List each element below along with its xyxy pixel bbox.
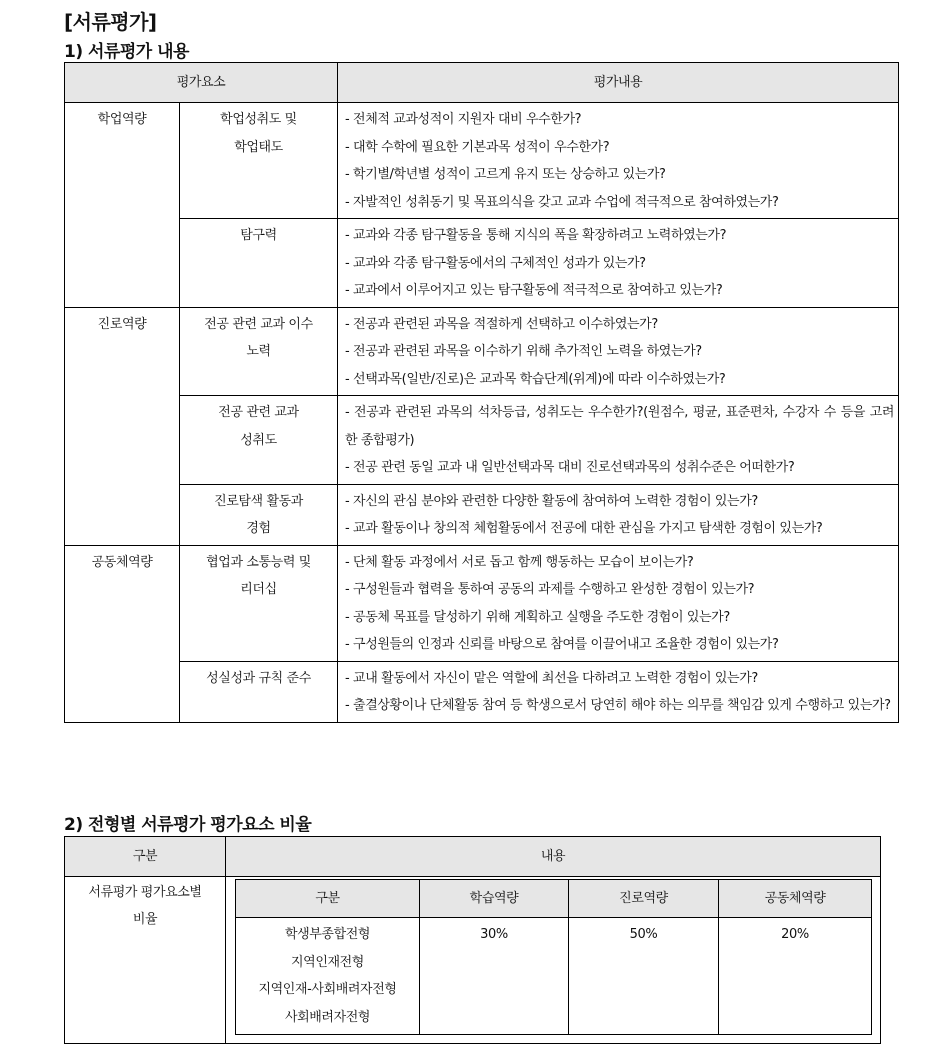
content-cell [338,484,899,545]
element-line: 성실성과 규칙 준수 [206,670,311,686]
element-line: 협업과 소통능력 및 [206,554,311,570]
element-line: 리더십 [240,582,277,597]
inner-header-career: 진로역량 [569,880,719,918]
element-line: 전공 관련 교과 이수 [204,316,313,332]
element-line: 노력 [246,344,271,359]
header-element: 평가요소 [65,63,338,103]
row-label [65,877,226,1044]
element-line: 탐구력 [240,228,277,243]
community-ratio: 20% [719,918,872,1035]
admission-types [236,918,420,1035]
criterion-item: - 학기별/학년별 성적이 고르게 유지 또는 상승하고 있는가? [345,167,666,182]
element-cell [180,484,338,545]
ratio-table [64,836,881,1044]
section2-heading: 2) 전형별 서류평가 평가요소 비율 [64,815,312,835]
table-row [65,661,899,722]
criterion-item: - 전공과 관련된 과목을 적절하게 선택하고 이수하였는가? [345,316,658,332]
criterion-item: - 단체 활동 과정에서 서로 돕고 함께 행동하는 모습이 보이는가? [345,554,694,570]
admission-type: 학생부종합전형 [284,927,371,942]
row-label-line: 서류평가 평가요소별 [88,885,202,900]
element-line: 성취도 [240,432,277,448]
criterion-item: - 전체적 교과성적이 지원자 대비 우수한가? [345,112,582,127]
content-cell [338,219,899,308]
element-cell [180,396,338,485]
category-cell: 공동체역량 [65,545,180,722]
criterion-item: - 출결상황이나 단체활동 참여 등 학생으로서 당연히 해야 하는 의무를 책임감 있게 수행하고 있는가? [345,698,891,713]
criterion-item: - 자발적인 성취동기 및 목표의식을 갖고 교과 수업에 적극적으로 참여하였는가? [345,194,779,210]
content-cell [338,661,899,722]
table-row [65,396,899,485]
element-line: 학업태도 [234,139,283,155]
content-cell [338,396,899,485]
ratio-cell [226,877,881,1044]
criterion-item: - 전공과 관련된 과목을 이수하기 위해 추가적인 노력을 하였는가? [345,344,702,359]
inner-header-academic: 학습역량 [420,880,569,918]
criterion-item: - 구성원들과 협력을 통하여 공동의 과제를 수행하고 완성한 경험이 있는가? [345,582,755,597]
element-cell [180,545,338,661]
category-cell: 진로역량 [65,307,180,545]
content-cell [338,545,899,661]
admission-type: 지역인재전형 [291,954,364,970]
header-category: 구분 [65,837,226,877]
criterion-item: - 선택과목(일반/진로)은 교과목 학습단계(위계)에 따라 이수하였는가? [345,371,726,387]
row-label-line: 비율 [132,912,158,927]
inner-header-type: 구분 [236,880,420,918]
criterion-item: - 교과에서 이루어지고 있는 탐구활동에 적극적으로 참여하고 있는가? [345,283,723,298]
admission-type: 지역인재-사회배려자전형 [258,982,397,997]
table-row [65,219,899,308]
table-row [65,545,899,661]
element-line: 학업성취도 및 [220,112,297,127]
table-row [65,307,899,396]
content-cell [338,307,899,396]
criterion-item: - 대학 수학에 필요한 기본과목 성적이 우수한가? [345,139,610,155]
section1-heading: 1) 서류평가 내용 [64,42,189,62]
element-cell [180,219,338,308]
criterion-item: - 전공과 관련된 과목의 석차등급, 성취도는 우수한가?(원점수, 평균, 표준편차, 수강자 수 등을 고려한 종합평가) [345,405,895,448]
header-content: 평가내용 [338,63,899,103]
category-cell: 학업역량 [65,103,180,308]
career-ratio: 50% [569,918,719,1035]
criterion-item: - 공동체 목표를 달성하기 위해 계획하고 실행을 주도한 경험이 있는가? [345,609,730,625]
academic-ratio: 30% [420,918,569,1035]
inner-header-community: 공동체역량 [719,880,872,918]
criterion-item: - 교과 활동이나 창의적 체험활동에서 전공에 대한 관심을 가지고 탐색한 경험이 있는가? [345,521,823,536]
evaluation-content-table [64,62,899,723]
criterion-item: - 교내 활동에서 자신이 맡은 역할에 최선을 다하려고 노력한 경험이 있는가? [345,670,758,686]
element-cell [180,307,338,396]
element-line: 진로탐색 활동과 [214,493,303,509]
criterion-item: - 전공 관련 동일 교과 내 일반선택과목 대비 진로선택과목의 성취수준은 어떠한가? [345,460,795,475]
table-row [65,103,899,219]
criterion-item: - 교과와 각종 탐구활동을 통해 지식의 폭을 확장하려고 노력하였는가? [345,228,727,243]
header-content: 내용 [226,837,881,877]
element-cell [180,661,338,722]
table-row [65,484,899,545]
criterion-item: - 교과와 각종 탐구활동에서의 구체적인 성과가 있는가? [345,255,646,271]
criterion-item: - 자신의 관심 분야와 관련한 다양한 활동에 참여하여 노력한 경험이 있는가? [345,493,758,509]
document-title: [서류평가] [64,10,157,34]
element-cell [180,103,338,219]
element-line: 경험 [246,521,271,536]
element-line: 전공 관련 교과 [218,405,299,420]
criterion-item: - 구성원들의 인정과 신뢰를 바탕으로 참여를 이끌어내고 조율한 경험이 있는가? [345,637,779,652]
content-cell [338,103,899,219]
ratio-inner-table [235,879,872,1035]
admission-type: 사회배려자전형 [284,1009,371,1025]
